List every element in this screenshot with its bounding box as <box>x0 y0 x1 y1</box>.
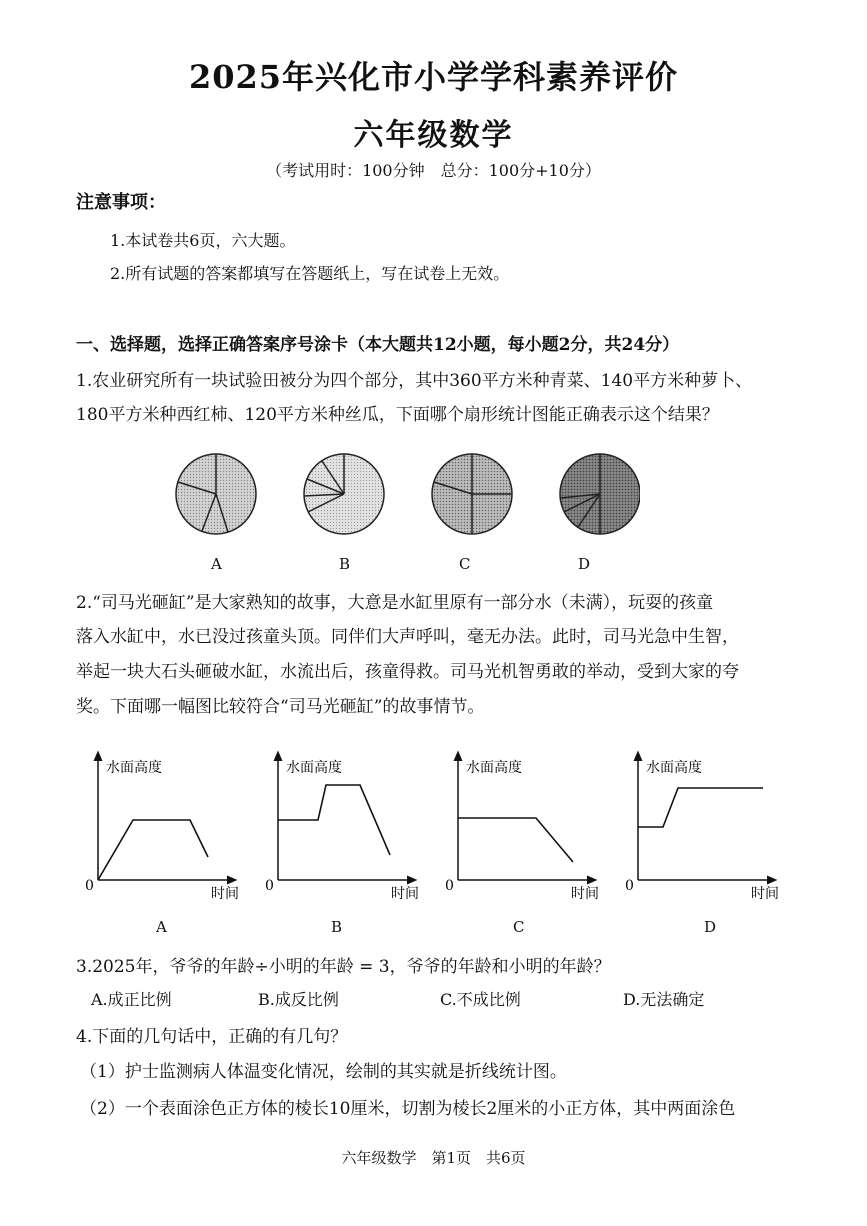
page-footer: 六年级数学 第1页 共6页 <box>341 1149 526 1167</box>
graph-a <box>85 755 239 900</box>
option-b: B.成反比例 <box>258 990 339 1009</box>
graph-c <box>445 755 599 900</box>
graph-d <box>625 755 779 900</box>
question-text: 4.下面的几句话中，正确的有几句？ <box>76 1027 348 1047</box>
graph-y-label: 水面高度 <box>286 760 342 776</box>
option-label: D <box>578 555 591 573</box>
graph-y-label: 水面高度 <box>466 760 522 776</box>
option-label: B <box>339 555 351 573</box>
graph-x-label: 时间 <box>571 886 599 900</box>
graph-origin: 0 <box>445 878 454 894</box>
graph-y-label: 水面高度 <box>646 760 702 776</box>
exam-meta: （考试用时：100分钟 总分：100分+10分） <box>266 161 601 180</box>
option-c: C.不成比例 <box>440 990 521 1009</box>
graph-origin: 0 <box>625 878 634 894</box>
pie-chart-c <box>432 454 512 534</box>
statement: （2）一个表面涂色正方体的棱长10厘米，切割为棱长2厘米的小正方体，其中两面涂色 <box>80 1099 736 1119</box>
option-a: A.成正比例 <box>91 990 172 1009</box>
question-text: 2.“司马光砸缸”是大家熟知的故事，大意是水缸里原有一部分水（未满），玩耍的孩童 <box>76 593 714 613</box>
pie-options-figure <box>160 438 640 588</box>
question-text: 举起一块大石头砸破水缸，水流出后，孩童得救。司马光机智勇敢的举动，受到大家的夸 <box>76 662 739 682</box>
pie-chart-d <box>560 454 640 534</box>
exam-subtitle: 六年级数学 <box>353 118 514 153</box>
pie-chart-b <box>304 454 384 534</box>
pie-chart-a <box>176 454 256 534</box>
statement: （1）护士监测病人体温变化情况，绘制的其实就是折线统计图。 <box>80 1062 567 1082</box>
question-text: 1.农业研究所有一块试验田被分为四个部分，其中360平方米种青菜、140平方米种萝卜、 <box>76 371 753 391</box>
water-level-graphs <box>80 750 800 900</box>
option-d: D.无法确定 <box>623 990 705 1009</box>
exam-title: 2025年兴化市小学学科素养评价 <box>188 58 679 96</box>
graph-x-label: 时间 <box>391 886 419 900</box>
graph-b <box>265 755 419 900</box>
graph-x-label: 时间 <box>751 886 779 900</box>
graph-x-label: 时间 <box>211 886 239 900</box>
graph-origin: 0 <box>265 878 274 894</box>
question-text: 落入水缸中，水已没过孩童头顶。同伴们大声呼叫，毫无办法。此时，司马光急中生智， <box>76 627 739 647</box>
graph-origin: 0 <box>85 878 94 894</box>
option-label: C <box>459 555 471 573</box>
question-text: 奖。下面哪一幅图比较符合“司马光砸缸”的故事情节。 <box>76 697 485 717</box>
notice-heading: 注意事项： <box>76 192 166 213</box>
option-label: A <box>211 555 222 573</box>
option-label: A <box>156 918 167 936</box>
graph-y-label: 水面高度 <box>106 760 162 776</box>
notice-item: 2.所有试题的答案都填写在答题纸上，写在试卷上无效。 <box>110 264 510 283</box>
option-label: C <box>513 918 525 936</box>
notice-item: 1.本试卷共6页，六大题。 <box>110 231 296 250</box>
section-heading: 一、选择题，选择正确答案序号涂卡（本大题共12小题，每小题2分，共24分） <box>76 335 680 355</box>
question-text: 3.2025年，爷爷的年龄÷小明的年龄 = 3，爷爷的年龄和小明的年龄？ <box>76 957 611 977</box>
question-text: 180平方米种西红柿、120平方米种丝瓜，下面哪个扇形统计图能正确表示这个结果？ <box>76 405 719 425</box>
option-label: B <box>331 918 343 936</box>
option-label: D <box>704 918 717 936</box>
